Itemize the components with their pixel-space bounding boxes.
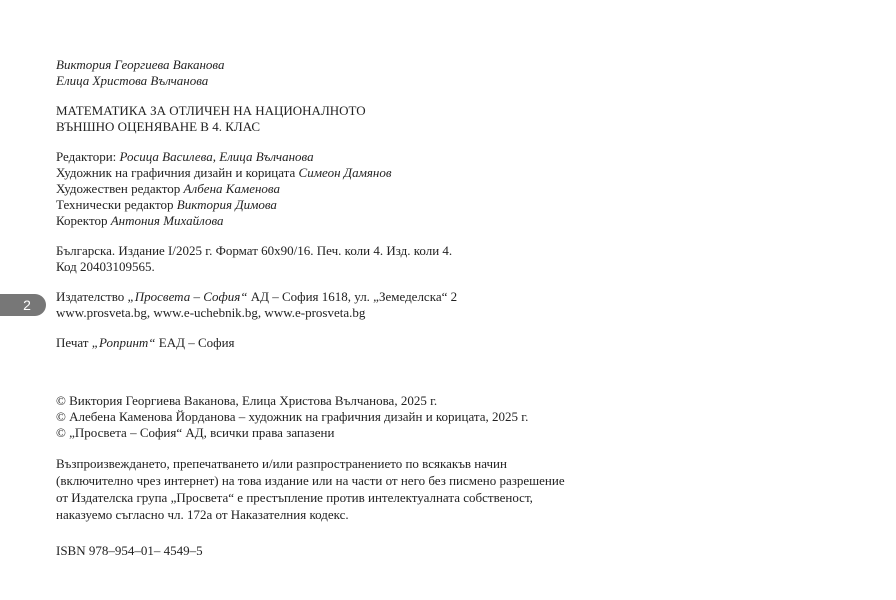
publisher-websites: www.prosveta.bg, www.e-uchebnik.bg, www.e-prosveta.bg [56, 305, 366, 320]
legal-line: (включително чрез интернет) на това издание или на части от него без писмено разрешение [56, 473, 565, 488]
publisher-prefix: Издателство [56, 289, 128, 304]
credit-editors [56, 149, 656, 165]
printer-info [56, 335, 656, 351]
credit-role: Технически редактор [56, 197, 177, 212]
edition-info [56, 243, 656, 275]
credit-role: Коректор [56, 213, 111, 228]
credit-art-editor [56, 181, 656, 197]
publisher-suffix: АД – София 1618, ул. „Земеделска“ 2 [247, 289, 458, 304]
book-title [56, 103, 656, 135]
spacer [56, 351, 656, 393]
isbn: ISBN 978–954–01– 4549–5 [56, 543, 203, 558]
copyright-notices [56, 393, 656, 441]
credit-name: Албена Каменова [183, 181, 280, 196]
printer-name: „Ропринт“ [91, 335, 156, 350]
credit-name: Росица Василева, Елица Вълчанова [119, 149, 314, 164]
legal-line: от Издателска група „Просвета“ е престъпление против интелектуалната собственост, [56, 490, 533, 505]
publisher-name: „Просвета – София“ [127, 289, 248, 304]
credit-designer [56, 165, 656, 181]
credit-role: Художник на графичния дизайн и корицата [56, 165, 299, 180]
publisher-info [56, 289, 656, 321]
title-line: МАТЕМАТИКА ЗА ОТЛИЧЕН НА НАЦИОНАЛНОТО [56, 103, 366, 118]
legal-line: наказуемо съгласно чл. 172а от Наказателния кодекс. [56, 507, 349, 522]
printer-prefix: Печат [56, 335, 92, 350]
printer-suffix: ЕАД – София [155, 335, 235, 350]
legal-notice [56, 455, 656, 523]
copyright-line: © Алебена Каменова Йорданова – художник на графичния дизайн и корицата, 2025 г. [56, 409, 529, 424]
credit-role: Редактори: [56, 149, 120, 164]
credit-name: Антония Михайлова [110, 213, 224, 228]
legal-line: Възпроизвеждането, препечатването и/или разпространението по всякакъв начин [56, 456, 507, 471]
credit-name: Виктория Димова [176, 197, 277, 212]
page-number-tab: 2 [0, 294, 46, 316]
copyright-line: © Виктория Георгиева Ваканова, Елица Христова Вълчанова, 2025 г. [56, 393, 438, 408]
credit-role: Художествен редактор [56, 181, 184, 196]
title-line: ВЪНШНО ОЦЕНЯВАНЕ В 4. КЛАС [56, 119, 261, 134]
credit-name: Симеон Дамянов [298, 165, 392, 180]
credit-proofreader [56, 213, 656, 229]
credit-tech-editor [56, 197, 656, 213]
authors [56, 57, 656, 89]
imprint-page [56, 57, 656, 559]
publisher-address [56, 289, 656, 305]
printer-line [56, 335, 656, 351]
copyright-line: © „Просвета – София“ АД, всички права запазени [56, 425, 335, 440]
author-name: Елица Христова Вълчанова [56, 73, 209, 88]
credits [56, 149, 656, 229]
edition-code: Код 20403109565. [56, 259, 155, 274]
author-name: Виктория Георгиева Ваканова [56, 57, 225, 72]
edition-line: Българска. Издание I/2025 г. Формат 60х90/16. Печ. коли 4. Изд. коли 4. [56, 243, 453, 258]
